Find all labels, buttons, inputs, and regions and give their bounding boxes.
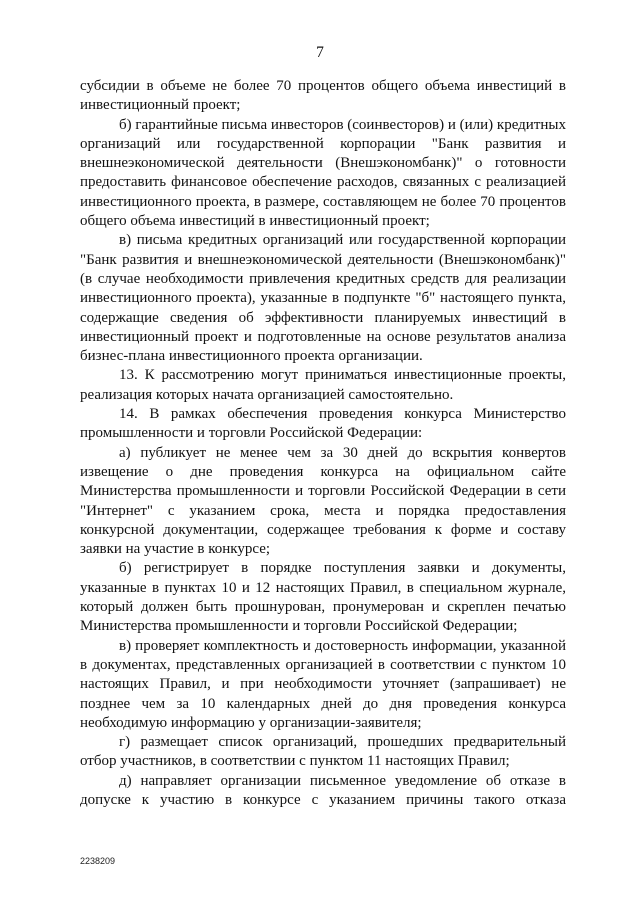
paragraph-item-a-publishes: а) публикует не менее чем за 30 дней до вскрытия конвертов извещение о дне проведения конкурса на официальном сайте Министерства промышленности и торговли Российской Федерации в сети "Интернет" с указанием срока, места и порядка предоставления конкурсной документации, содержащее требования к форме и составу заявки на участие в конкурсе; (80, 444, 566, 558)
paragraph-item-v-verifies: в) проверяет комплектность и достоверность информации, указанной в документах, представленных организацией в соответствии с пунктом 10 настоящих Правил, и при необходимости уточняет (запрашивает) не позднее чем за 10 календарных дней до дня проведения конкурса необходимую информацию у организации-заявителя; (80, 637, 566, 731)
document-body (80, 77, 566, 810)
page-number: 7 (316, 44, 324, 61)
paragraph-item-v-credit-letters: в) письма кредитных организаций или государственной корпорации "Банк развития и внешнеэкономической деятельности (Внешэкономбанк)" (в случае необходимости привлечения кредитных средств для реализации инвестиционного проекта), указанные в подпункте "б" настоящего пункта, содержащие сведения об эффективности планируемых инвестиций в инвестиционный проект и подготовленные на основе результатов анализа бизнес-плана инвестиционного проекта организации. (80, 232, 566, 365)
paragraph-item-d-sends-notice: д) направляет организации письменное уведомление об отказе в допуске к участию в конкурсе с указанием причины такого отказа (80, 772, 566, 808)
paragraph-item-g-places-list: г) размещает список организаций, прошедших предварительный отбор участников, в соответствии с пунктом 11 настоящих Правил; (80, 734, 566, 770)
paragraph-item-b-guarantee-letters: б) гарантийные письма инвесторов (соинвесторов) и (или) кредитных организаций или государственной корпорации "Банк развития и внешнеэкономической деятельности (Внешэкономбанк)" о готовности предоставить финансовое обеспечение расходов, связанных с реализацией инвестиционного проекта, в размере, составляющем не более 70 процентов общего объема инвестиций в инвестиционный проект; (80, 116, 566, 230)
paragraph-subsidy-continuation: субсидии в объеме не более 70 процентов общего объема инвестиций в инвестиционный проект; (80, 78, 566, 114)
paragraph-item-b-registers: б) регистрирует в порядке поступления заявки и документы, указанные в пунктах 10 и 12 настоящих Правил, в специальном журнале, который должен быть прошнурован, пронумерован и скреплен печатью Министерства промышленности и торговли Российской Федерации; (80, 560, 566, 635)
paragraph-clause-14: 14. В рамках обеспечения проведения конкурса Министерство промышленности и торговли Российской Федерации: (80, 406, 566, 442)
document-code: 2238209 (80, 856, 116, 866)
paragraph-clause-13: 13. К рассмотрению могут приниматься инвестиционные проекты, реализация которых начата организацией самостоятельно. (80, 367, 566, 403)
